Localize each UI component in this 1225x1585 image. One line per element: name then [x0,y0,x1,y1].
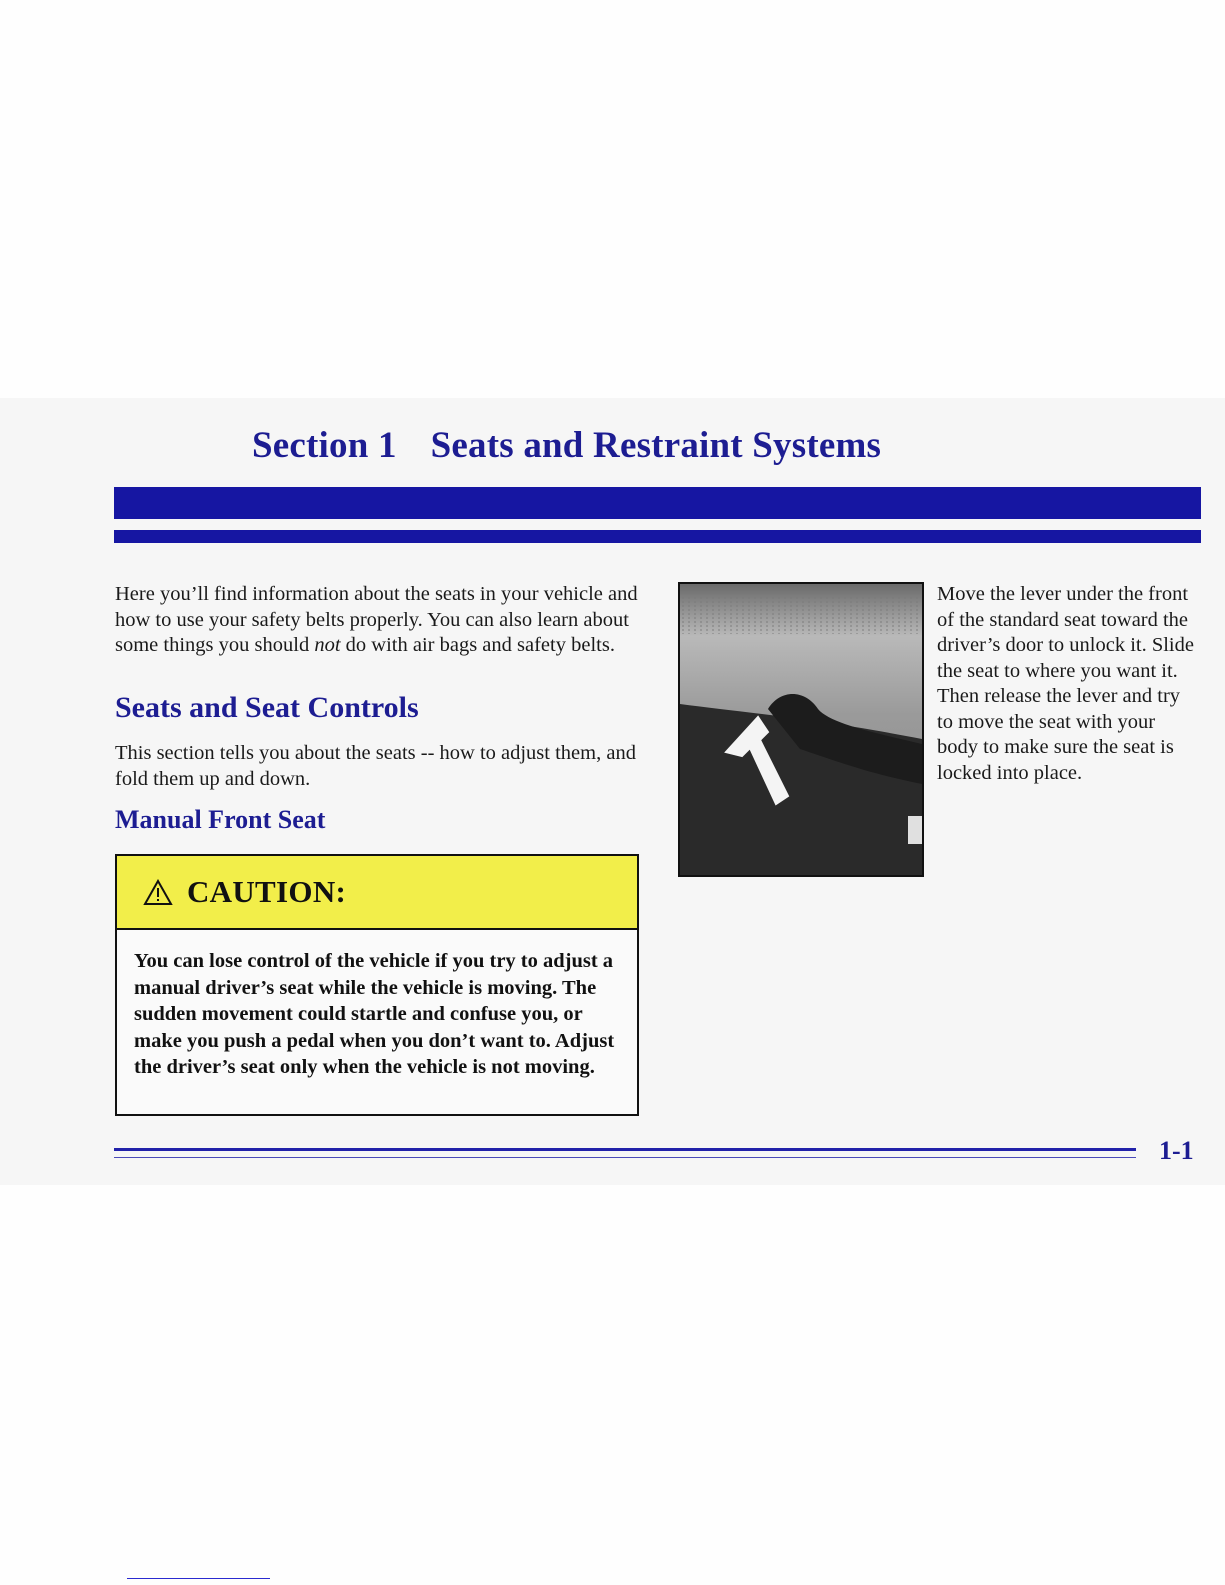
manual-front-seat-heading: Manual Front Seat [115,805,326,834]
emphasis-not: not [314,634,341,656]
section-label: Section 1 [252,425,397,466]
footer-rule-thin [114,1157,1136,1158]
footer-rule [114,1148,1136,1151]
page-number: 1-1 [1159,1136,1194,1165]
caution-title: CAUTION: [187,874,347,909]
warning-triangle-icon [143,879,173,906]
lever-instructions: Move the lever under the front of the standard seat toward the driver’s door to unlock it. Slide the seat to where you want it. Then release the lever and try to move the seat with your body to make sure the seat is locked into place. [937,583,1194,784]
scan-mark [127,1578,270,1579]
section-title [252,424,881,467]
section-name: Seats and Restraint Systems [430,425,882,466]
seats-controls-heading: Seats and Seat Controls [115,691,419,724]
seats-paragraph: This section tells you about the seats -- how to adjust them, and fold them up and down. [115,742,636,790]
seat-lever-photo [678,582,924,877]
intro-paragraph: Here you’ll find information about the seats in your vehicle and how to use your safety belts properly. You can also learn about some things you should not do with air bags and safety belts. [115,583,638,656]
seat-lever-photo-image [680,584,922,875]
caution-box [115,854,639,1116]
caution-header [117,856,637,930]
title-band-thin [114,530,1201,543]
title-band-thick [114,487,1201,519]
caution-text: You can lose control of the vehicle if you try to adjust a manual driver’s seat while the vehicle is moving. The sudden movement could startle and confuse you, or make you push a pedal when you don’t want to. Adjust the driver’s seat only when the vehicle is not moving. [134,950,615,1079]
